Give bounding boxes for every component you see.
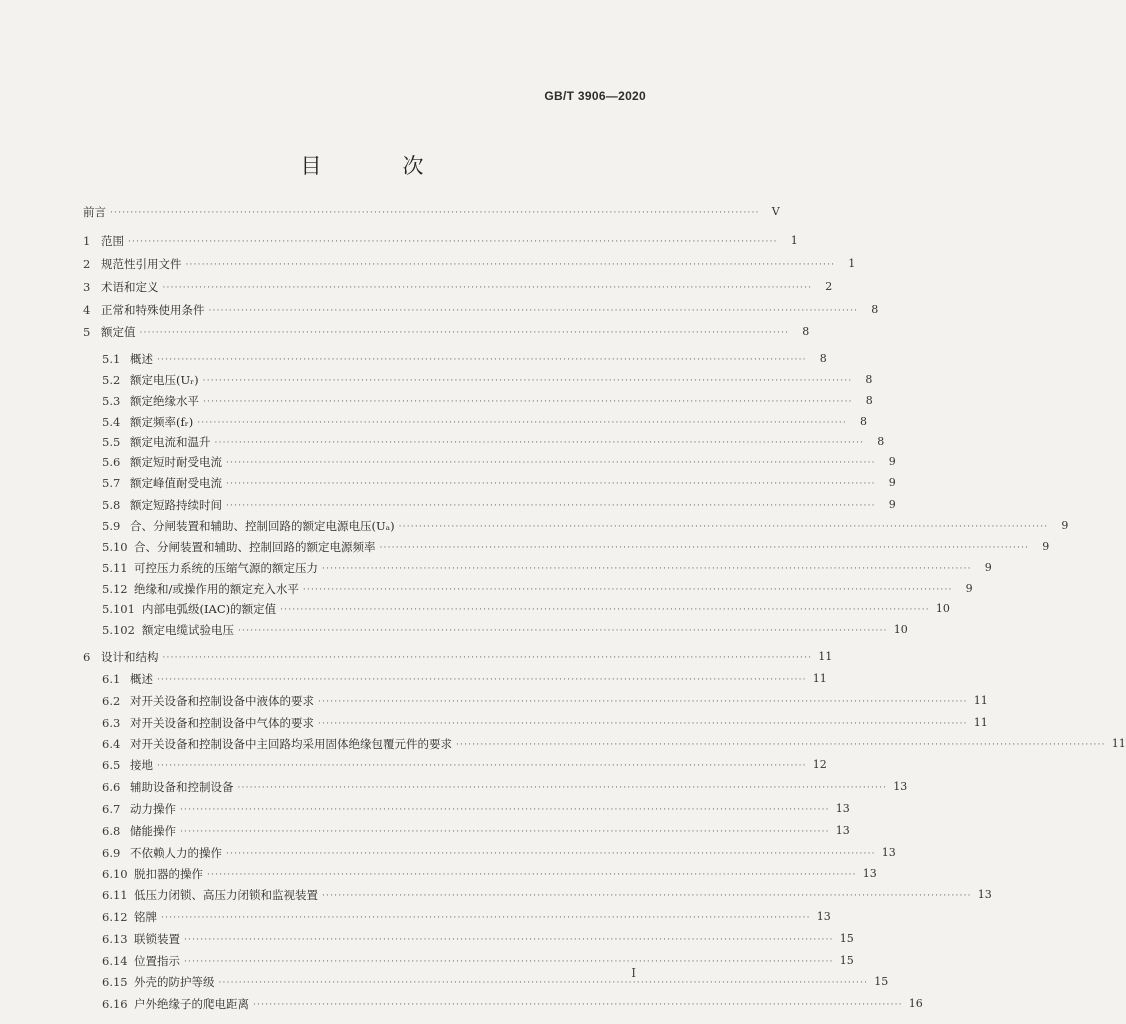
leader-dots: ································································································································································: [157, 675, 807, 685]
toc-entry-page: 13: [893, 780, 908, 793]
toc-entry-title: 额定电缆试验电压: [142, 623, 234, 637]
toc-entry[interactable]: [83, 496, 896, 514]
toc-entry-number: 6.1: [102, 672, 121, 686]
toc-entry-title: 额定值: [101, 325, 136, 339]
toc-entry-page: 8: [865, 373, 873, 386]
toc-entry[interactable]: [83, 908, 831, 926]
toc-entry[interactable]: [83, 538, 1050, 556]
toc-entry[interactable]: [83, 692, 988, 710]
toc-entry[interactable]: [83, 952, 854, 970]
toc-entry-title: 脱扣器的操作: [134, 867, 203, 881]
toc-entry[interactable]: [83, 413, 867, 431]
toc-entry-number: 5.102: [102, 623, 135, 637]
toc-entry-number: 5.9: [102, 519, 121, 533]
toc-entry-title: 铭牌: [134, 910, 157, 924]
toc-entry[interactable]: [83, 600, 950, 618]
toc-entry[interactable]: [83, 822, 850, 840]
toc-entry-number: 5.101: [102, 602, 135, 616]
leader-dots: ································································································································································: [202, 376, 853, 386]
leader-dots: ································································································································································: [139, 328, 790, 338]
toc-entry-page: 11: [973, 716, 988, 729]
leader-dots: ································································································································································: [226, 849, 876, 859]
toc-entry[interactable]: [83, 278, 833, 296]
toc-entry[interactable]: [83, 301, 879, 319]
toc-entry[interactable]: [83, 392, 873, 410]
toc-entry-number: 5.10: [102, 540, 128, 554]
toc-entry-page: Ⅴ: [771, 205, 780, 218]
toc-entry[interactable]: [83, 844, 896, 862]
toc-entry-number: 5.8: [102, 498, 121, 512]
leader-dots: ································································································································································: [280, 605, 930, 615]
toc-entry-page: 8: [871, 303, 879, 316]
toc-entry-page: 9: [1042, 540, 1050, 553]
toc-entry-page: 11: [818, 650, 833, 663]
toc-entry-number: 5.4: [102, 415, 121, 429]
toc-entry-page: 1: [790, 234, 798, 247]
toc-entry[interactable]: [83, 350, 827, 368]
leader-dots: ································································································································································: [184, 957, 834, 967]
toc-title: 目 次: [300, 154, 454, 178]
toc-entry-title: 额定绝缘水平: [130, 394, 199, 408]
toc-entry-title: 低压力闭锁、高压力闭锁和监视装置: [134, 888, 318, 902]
leader-dots: ································································································································································: [110, 208, 760, 218]
toc-entry-number: 6.16: [102, 997, 128, 1011]
toc-entry-number: 6.2: [102, 694, 121, 708]
toc-entry-number: 5.2: [102, 373, 121, 387]
toc-entry[interactable]: [83, 559, 992, 577]
toc-entry-number: 6.5: [102, 758, 121, 772]
leader-dots: ································································································································································: [226, 479, 876, 489]
toc-entry-page: 8: [865, 394, 873, 407]
toc-entry-page: 15: [839, 932, 854, 945]
toc-entry-page: 13: [835, 802, 850, 815]
toc-entry[interactable]: [83, 580, 973, 598]
toc-entry-title: 术语和定义: [101, 280, 159, 294]
leader-dots: ································································································································································: [398, 522, 1049, 532]
toc-entry[interactable]: [83, 778, 908, 796]
standard-number: GB/T 3906—2020: [544, 89, 646, 103]
toc-entry-title: 额定短路持续时间: [130, 498, 222, 512]
leader-dots: ································································································································································: [157, 355, 807, 365]
leader-dots: ································································································································································: [238, 626, 888, 636]
toc-entry-title: 范围: [101, 234, 124, 248]
leader-dots: ································································································································································: [322, 564, 972, 574]
toc-entry-page: 9: [984, 561, 992, 574]
toc-entry[interactable]: [83, 474, 896, 492]
toc-entry-page: 13: [977, 888, 992, 901]
leader-dots: ································································································································································: [214, 438, 865, 448]
toc-entry[interactable]: [83, 453, 896, 471]
toc-entry-title: 前言: [83, 205, 106, 219]
toc-entry-title: 可控压力系统的压缩气源的额定压力: [134, 561, 318, 575]
toc-entry-page: 8: [859, 415, 867, 428]
leader-dots: ································································································································································: [253, 1000, 903, 1010]
toc-entry-page: 11: [1111, 737, 1126, 750]
toc-entry-title: 设计和结构: [101, 650, 159, 664]
toc-entry-page: 9: [888, 476, 896, 489]
toc-entry[interactable]: [83, 517, 1069, 535]
toc-entry-title: 户外绝缘子的爬电距离: [134, 997, 249, 1011]
leader-dots: ································································································································································: [180, 805, 830, 815]
toc-entry-number: 3: [83, 280, 91, 294]
toc-entry-page: 9: [965, 582, 973, 595]
toc-entry-number: 5: [83, 325, 91, 339]
toc-entry-number: 6.4: [102, 737, 121, 751]
toc-entry-title: 位置指示: [134, 954, 180, 968]
toc-entry-number: 6.10: [102, 867, 128, 881]
toc-entry-number: 5.5: [102, 435, 121, 449]
toc-entry-number: 1: [83, 234, 91, 248]
toc-entry[interactable]: [83, 995, 923, 1013]
leader-dots: ································································································································································: [162, 653, 813, 663]
leader-dots: ································································································································································: [203, 397, 853, 407]
toc-entry-page: 10: [893, 623, 908, 636]
toc-entry-page: 13: [881, 846, 896, 859]
toc-entry-title: 对开关设备和控制设备中气体的要求: [130, 716, 314, 730]
toc-entry-title: 概述: [130, 352, 153, 366]
toc-entry-number: 5.11: [102, 561, 128, 575]
toc-entry-title: 正常和特殊使用条件: [101, 303, 205, 317]
toc-entry[interactable]: [83, 930, 854, 948]
toc-entry[interactable]: [83, 886, 992, 904]
toc-entry-number: 6.13: [102, 932, 128, 946]
toc-entry-title: 绝缘和/或操作用的额定充入水平: [134, 582, 299, 596]
leader-dots: ································································································································································: [162, 283, 813, 293]
leader-dots: ································································································································································: [180, 827, 830, 837]
toc-entry-page: 1: [848, 257, 856, 270]
toc-entry[interactable]: [83, 714, 988, 732]
toc-entry-number: 6.8: [102, 824, 121, 838]
toc-entry-title: 额定电流和温升: [130, 435, 211, 449]
leader-dots: ································································································································································: [157, 761, 807, 771]
toc-entry-page: 11: [973, 694, 988, 707]
toc-entry-title: 内部电弧级(IAC)的额定值: [142, 602, 277, 616]
leader-dots: ································································································································································: [318, 697, 968, 707]
toc-entry[interactable]: [83, 433, 885, 451]
leader-dots: ································································································································································: [456, 740, 1106, 750]
toc-entry[interactable]: [83, 203, 780, 221]
toc-entry[interactable]: [83, 255, 856, 273]
leader-dots: ································································································································································: [207, 870, 857, 880]
toc-entry[interactable]: [83, 800, 850, 818]
toc-entry-title: 额定短时耐受电流: [130, 455, 222, 469]
toc-entry-title: 接地: [130, 758, 153, 772]
toc-entry[interactable]: [83, 973, 889, 991]
toc-entry-page: 8: [802, 325, 810, 338]
toc-entry-title: 联锁装置: [134, 932, 180, 946]
page-number: I: [631, 966, 636, 980]
toc-entry-page: 12: [812, 758, 827, 771]
leader-dots: ································································································································································: [379, 543, 1030, 553]
toc-entry-title: 辅助设备和控制设备: [130, 780, 234, 794]
toc-entry-page: 13: [816, 910, 831, 923]
leader-dots: ································································································································································: [208, 306, 859, 316]
toc-entry-number: 6.7: [102, 802, 121, 816]
toc-entry-title: 对开关设备和控制设备中液体的要求: [130, 694, 314, 708]
toc-entry-number: 4: [83, 303, 91, 317]
toc-entry-number: 6.9: [102, 846, 121, 860]
toc-entry-title: 概述: [130, 672, 153, 686]
toc-entry-page: 9: [888, 455, 896, 468]
toc-entry-page: 15: [839, 954, 854, 967]
toc-entry[interactable]: [83, 232, 798, 250]
toc-entry[interactable]: [83, 621, 908, 639]
leader-dots: ································································································································································: [161, 913, 811, 923]
toc-entry-page: 2: [825, 280, 833, 293]
toc-entry-page: 9: [1061, 519, 1069, 532]
toc-entry-title: 规范性引用文件: [101, 257, 182, 271]
toc-entry-title: 额定频率(fᵣ): [130, 415, 194, 429]
toc-entry-page: 13: [862, 867, 877, 880]
toc-entry-title: 不依赖人力的操作: [130, 846, 222, 860]
toc-entry-page: 9: [888, 498, 896, 511]
toc-entry[interactable]: [83, 648, 833, 666]
leader-dots: ································································································································································: [184, 935, 834, 945]
toc-entry-number: 5.12: [102, 582, 128, 596]
toc-entry-page: 8: [819, 352, 827, 365]
leader-dots: ································································································································································: [185, 260, 836, 270]
toc-entry-title: 储能操作: [130, 824, 176, 838]
toc-entry-number: 6.12: [102, 910, 128, 924]
toc-entry-page: 16: [908, 997, 923, 1010]
leader-dots: ································································································································································: [197, 418, 847, 428]
toc-entry-number: 5.1: [102, 352, 121, 366]
leader-dots: ································································································································································: [226, 458, 876, 468]
leader-dots: ································································································································································: [302, 585, 953, 595]
toc-entry-number: 5.7: [102, 476, 121, 490]
toc-entry-number: 6.14: [102, 954, 128, 968]
toc-entry[interactable]: [83, 735, 1126, 753]
toc-entry[interactable]: [83, 670, 827, 688]
toc-entry-page: 8: [877, 435, 885, 448]
toc-entry-title: 外壳的防护等级: [134, 975, 215, 989]
toc-entry-number: 6: [83, 650, 91, 664]
toc-entry-page: 13: [835, 824, 850, 837]
leader-dots: ································································································································································: [218, 978, 869, 988]
toc-entry-number: 6.3: [102, 716, 121, 730]
toc-entry-number: 5.3: [102, 394, 121, 408]
leader-dots: ································································································································································: [322, 891, 972, 901]
leader-dots: ································································································································································: [237, 783, 888, 793]
toc-entry-number: 2: [83, 257, 91, 271]
toc-entry-title: 对开关设备和控制设备中主回路均采用固体绝缘包覆元件的要求: [130, 737, 452, 751]
toc-entry-number: 6.15: [102, 975, 128, 989]
toc-entry[interactable]: [83, 756, 827, 774]
toc-entry-title: 合、分闸装置和辅助、控制回路的额定电源频率: [134, 540, 376, 554]
toc-entry-number: 6.6: [102, 780, 121, 794]
toc-entry-title: 合、分闸装置和辅助、控制回路的额定电源电压(Uₐ): [130, 519, 395, 533]
toc-entry[interactable]: [83, 323, 810, 341]
toc-entry-title: 动力操作: [130, 802, 176, 816]
leader-dots: ································································································································································: [128, 237, 778, 247]
toc-entry-title: 额定峰值耐受电流: [130, 476, 222, 490]
toc-entry-number: 6.11: [102, 888, 128, 902]
toc-entry-page: 10: [935, 602, 950, 615]
leader-dots: ································································································································································: [226, 501, 876, 511]
toc-entry-page: 15: [874, 975, 889, 988]
leader-dots: ································································································································································: [318, 719, 968, 729]
toc-entry[interactable]: [83, 865, 877, 883]
toc-entry-page: 11: [812, 672, 827, 685]
toc-entry[interactable]: [83, 371, 873, 389]
toc-entry-title: 额定电压(Uᵣ): [130, 373, 199, 387]
toc-entry-number: 5.6: [102, 455, 121, 469]
